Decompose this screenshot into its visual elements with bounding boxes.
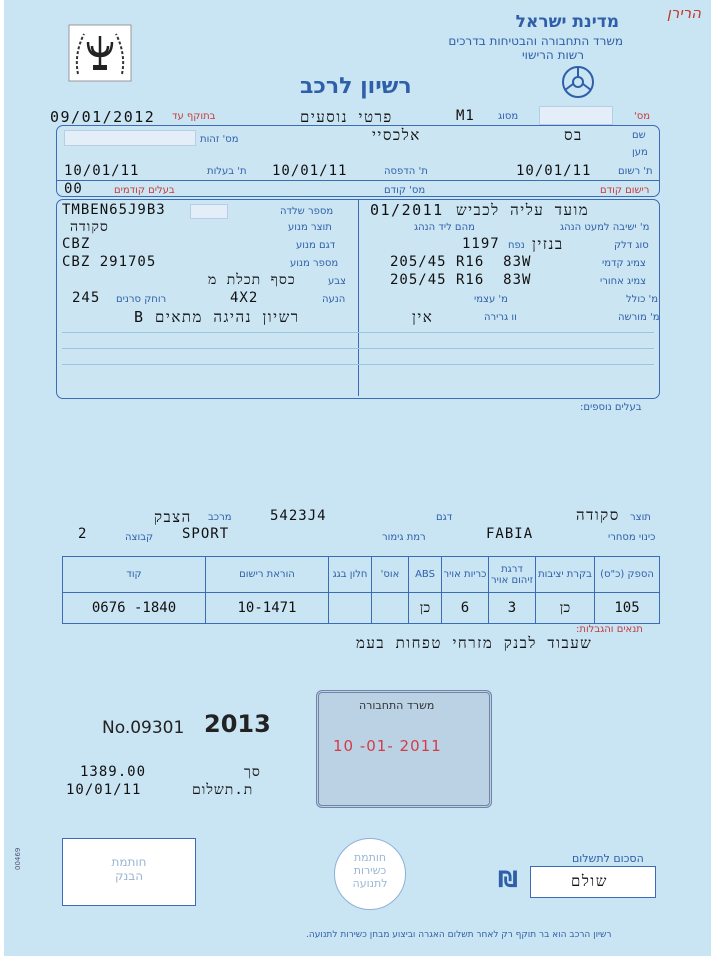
state-name: מדינת ישראל: [515, 12, 619, 32]
table-header: הספק (כ"ס): [595, 557, 660, 593]
wheelbase-value: 245: [72, 290, 101, 306]
table-header: דרגת זיהום אויר: [489, 557, 536, 593]
color-label: צבע: [328, 276, 346, 287]
engine-model: CBZ: [62, 236, 91, 252]
receipt-number: No.09301: [102, 718, 185, 738]
total-box: [530, 866, 656, 898]
additional-owners-label: בעלים נוספים:: [580, 402, 642, 413]
table-cell: [372, 593, 409, 624]
total-weight-label: מ' כולל: [626, 294, 659, 305]
test-date-label: מועד עליה לכביש: [456, 201, 590, 219]
table-cell: 105: [595, 593, 660, 624]
maker-label: תוצר: [630, 512, 651, 523]
group-label: קבוצה: [125, 532, 154, 543]
front-tires-label: צמיג קדמי: [602, 258, 646, 269]
ownership-date-label: ת' בעלות: [207, 166, 247, 177]
table-cell: 0676 -1840: [63, 593, 206, 624]
address-label: מען: [632, 147, 648, 158]
engine-number-label: מספר מנוע: [290, 258, 339, 269]
footer-note: רשיון הרכב הוא בר תוקף רק לאחר תשלום האגרה וביצוע מבחן כשירות לתנועה.: [306, 930, 612, 940]
group-value: 2: [78, 526, 88, 542]
table-cell: 6: [442, 593, 489, 624]
first-name: בס: [564, 126, 583, 144]
office-stamp: [316, 690, 492, 808]
test-date: 01/2011: [370, 201, 444, 219]
last-name: אלכסיי: [372, 126, 421, 144]
engine-maker: סקודה: [70, 219, 109, 235]
paint-center-value: הצבק: [154, 508, 192, 526]
payment-date: 10/01/11: [66, 782, 142, 798]
payment-date-label: ת.תשלום: [192, 782, 254, 798]
chassis-value: TMBEN65J9B3: [62, 202, 166, 218]
registration-date-label: ת' רשום: [618, 166, 653, 177]
fuel-label: סוג דלק: [614, 240, 649, 251]
equipment-table: [62, 556, 660, 624]
drive-label: הנעה: [322, 294, 346, 305]
allowed-weight-label: מ' מורשה: [618, 312, 660, 323]
shekel-icon: ₪: [498, 868, 518, 893]
chassis-label: מספר שלדה: [280, 206, 334, 217]
towing-value: אין: [412, 308, 434, 326]
details-type: פרטי נוסעים: [300, 108, 393, 126]
table-cell: כן: [536, 593, 595, 624]
redacted-number: [539, 106, 613, 125]
rear-tires: 205/45 R16 83W: [390, 272, 532, 288]
previous-registration-label: רישום קודם: [600, 185, 650, 196]
stamp-office: משרד התחבורה: [359, 699, 435, 712]
redacted-id: [64, 130, 196, 146]
wheelbase-label: רוחק סרנים: [116, 294, 167, 305]
document-title: רשיון לרכב: [300, 74, 412, 99]
divider: [358, 200, 359, 396]
bank-stamp-label: חותמת הבנק: [111, 855, 147, 883]
id-label: מס' זהות: [200, 134, 239, 145]
table-cell: כן: [409, 593, 442, 624]
handwritten-note: הרירן: [666, 4, 701, 22]
paint-center-label: מרכב: [208, 512, 232, 523]
color-value: כסף תכלת מ: [208, 272, 296, 288]
table-header-row: [63, 557, 660, 593]
engine-number: CBZ 291705: [62, 254, 157, 270]
front-tires: 205/45 R16 83W: [390, 254, 532, 270]
service-stamp-circle: [334, 838, 406, 910]
model-label: דגם: [436, 512, 453, 523]
previous-number-label: מס' קודם: [384, 185, 426, 196]
trim-value: SPORT: [182, 526, 230, 542]
bank-stamp-box: [62, 838, 196, 906]
registration-date: 10/01/11: [516, 163, 592, 179]
fuel-value: בנזין: [532, 235, 564, 253]
ministry-logo-icon: [560, 64, 596, 100]
table-cell: 10-1471: [206, 593, 329, 624]
table-header: קוד: [63, 557, 206, 593]
rear-tires-label: צמיג אחורי: [600, 276, 647, 287]
maker-value: סקודה: [576, 506, 620, 524]
ministry-name: משרד התחבורה והבטיחות בדרכים: [448, 34, 623, 48]
seats-label: מ' ישיבה למעט הנהג: [560, 222, 650, 233]
table-row: [63, 593, 660, 624]
table-header: ABS: [409, 557, 442, 593]
drive-value: 4X2: [230, 290, 259, 306]
previous-owners-label: בעלים קודמים: [114, 185, 175, 196]
table-cell: 3: [489, 593, 536, 624]
total-label: הסכום לתשלום: [572, 852, 644, 865]
table-header: הוראת רישום: [206, 557, 329, 593]
table-header: אוס': [372, 557, 409, 593]
divider: [62, 348, 654, 349]
print-date: 10/01/11: [272, 163, 348, 179]
trade-name-value: FABIA: [486, 526, 534, 542]
first-name-label: שם: [632, 130, 646, 141]
divider: [62, 364, 654, 365]
menorah-emblem-icon: [68, 24, 132, 82]
divider: [57, 180, 660, 181]
table-header: בקרת יציבות: [536, 557, 595, 593]
trade-name-label: כינוי מסחרי: [608, 532, 656, 543]
towing-label: וו גרירה: [484, 312, 517, 323]
previous-owners: 00: [64, 181, 83, 197]
valid-until-value: 09/01/2012: [50, 108, 156, 126]
divider: [62, 332, 654, 333]
volume-label: נפח: [508, 240, 525, 251]
type-label: מסוג: [498, 111, 519, 122]
stamp-date: 10 -01- 2011: [333, 737, 442, 755]
authority-name: רשות הרישוי: [522, 48, 584, 62]
table-header: כריות אויר: [442, 557, 489, 593]
valid-until-label: בתוקף עד: [172, 111, 216, 122]
ownership-date: 10/01/11: [64, 163, 140, 179]
conditions-text: שעבוד לבנק מזרחי טפחות בעמ: [356, 634, 593, 652]
engine-maker-label: תוצר מנוע: [288, 222, 332, 233]
service-stamp-label: חותמת כשירות לתנועה: [352, 851, 388, 890]
amount-label: סך: [244, 764, 261, 780]
total-value: שולם: [571, 872, 608, 890]
front-seat-label: מהם ליד הנהג: [414, 222, 475, 233]
volume-value: 1197: [462, 236, 500, 252]
table-header: חלון בגג: [329, 557, 372, 593]
table-cell: [329, 593, 372, 624]
engine-model-label: דגם מנוע: [296, 240, 336, 251]
side-code: 00469: [14, 847, 22, 870]
own-weight-label: מ' עצמי: [474, 294, 508, 305]
conditions-label: תנאים והגבלות:: [576, 624, 643, 635]
redacted-chassis: [190, 204, 228, 219]
model-code: 5423J4: [270, 508, 327, 524]
amount-value: 1389.00: [80, 764, 147, 780]
license-note: רשיון נהיגה מתאים B: [134, 308, 300, 326]
print-date-label: ת' הדפסה: [384, 166, 428, 177]
receipt-year: 2013: [204, 710, 271, 738]
trim-label: רמת גימור: [382, 532, 426, 543]
number-label: מס': [634, 111, 651, 122]
type-value: M1: [456, 108, 475, 124]
vehicle-license-document: [4, 0, 711, 956]
